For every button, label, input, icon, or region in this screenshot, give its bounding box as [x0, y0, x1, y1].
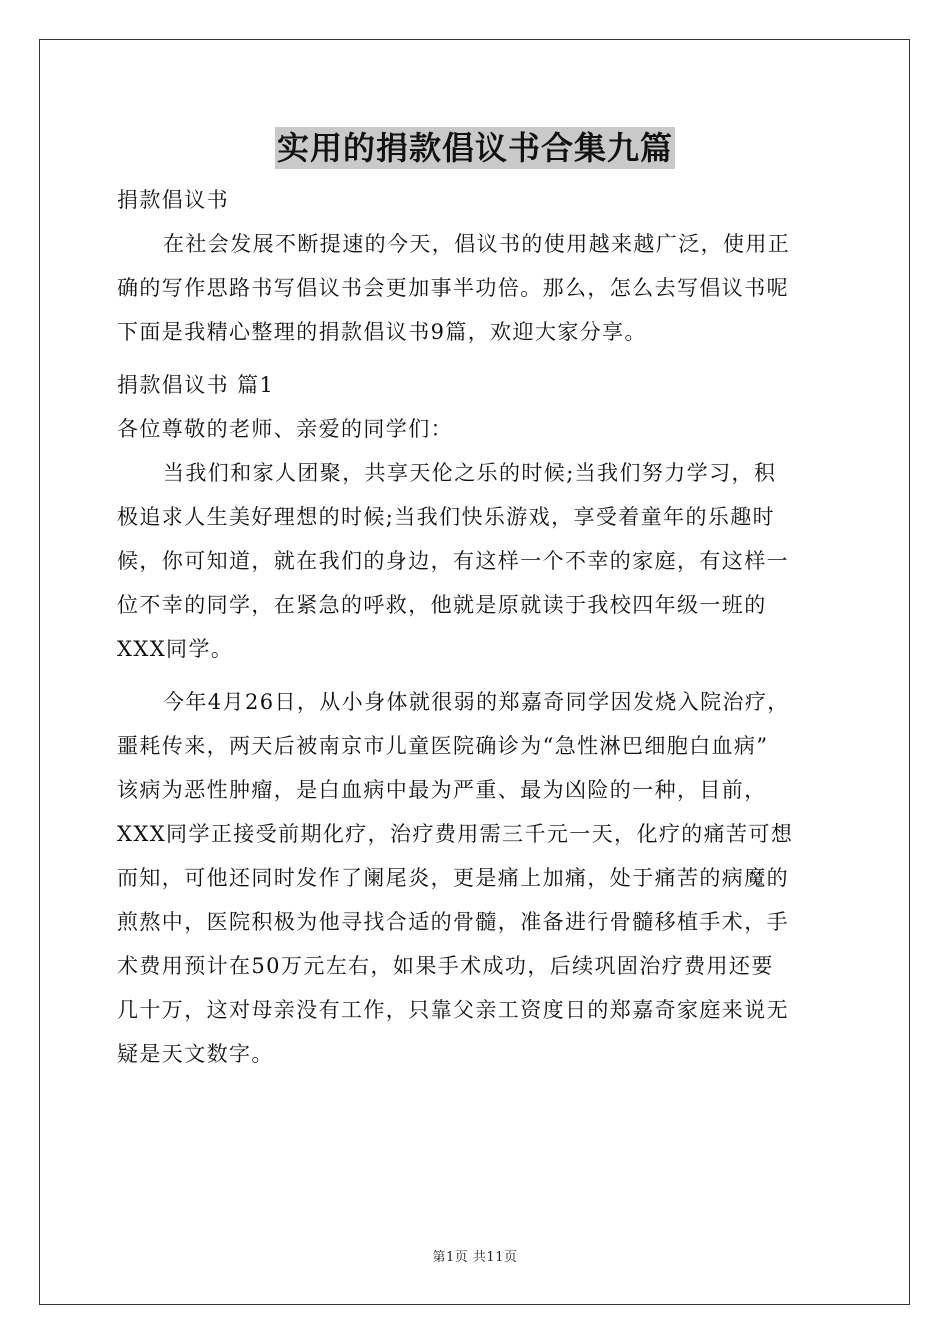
paragraph — [117, 451, 837, 671]
paragraph-gap — [117, 354, 837, 363]
text-line: 极追求人生美好理想的时候;当我们快乐游戏，享受着童年的乐趣时 — [117, 505, 776, 529]
text-line: 确的写作思路书写倡议书会更加事半功倍。那么，怎么去写倡议书呢 — [117, 276, 789, 300]
text-line: 各位尊敬的老师、亲爱的同学们： — [117, 417, 453, 441]
text-line: 在社会发展不断提速的今天，倡议书的使用越来越广泛，使用正 — [163, 232, 791, 256]
paragraph — [117, 407, 837, 451]
text-line: 疑是天文数字。 — [117, 1042, 274, 1066]
text-line: 煎熬中，医院积极为他寻找合适的骨髓，准备进行骨髓移植手术，手 — [117, 910, 789, 934]
text-line: 候，你可知道，就在我们的身边，有这样一个不幸的家庭，有这样一 — [117, 549, 789, 573]
paragraph — [117, 363, 837, 407]
page-footer: 第1页 共11页 — [432, 1250, 518, 1265]
paragraph-gap — [117, 1076, 837, 1085]
text-line: 而知，可他还同时发作了阑尾炎，更是痛上加痛，处于痛苦的病魔的 — [117, 866, 789, 890]
text-line: 该病为恶性肿瘤，是白血病中最为严重、最为凶险的一种，目前， — [117, 778, 767, 802]
paragraph — [117, 178, 837, 222]
text-line: 几十万，这对母亲没有工作，只靠父亲工资度日的郑嘉奇家庭来说无 — [117, 998, 789, 1022]
title-container — [0, 127, 950, 169]
text-line: 捐款倡议书 — [117, 188, 229, 212]
text-line: 噩耗传来，两天后被南京市儿童医院确诊为“急性淋巴细胞白血病” — [117, 734, 769, 758]
paragraph-gap — [117, 671, 837, 680]
text-line: 下面是我精心整理的捐款倡议书9篇，欢迎大家分享。 — [117, 320, 647, 344]
paragraph — [117, 680, 837, 1076]
text-line: 捐款倡议书 篇1 — [117, 373, 275, 397]
text-line: XXX同学正接受前期化疗，治疗费用需三千元一天，化疗的痛苦可想 — [117, 822, 794, 846]
document-body — [117, 178, 837, 1085]
text-line: 今年4月26日，从小身体就很弱的郑嘉奇同学因发烧入院治疗， — [163, 690, 790, 714]
text-line: 位不幸的同学，在紧急的呼救，他就是原就读于我校四年级一班的 — [117, 593, 767, 617]
text-line: XXX同学。 — [117, 637, 234, 661]
paragraph — [117, 222, 837, 354]
text-line: 术费用预计在50万元左右，如果手术成功，后续巩固治疗费用还要 — [117, 954, 774, 978]
document-title: 实用的捐款倡议书合集九篇 — [276, 129, 673, 167]
text-line: 当我们和家人团聚，共享天伦之乐的时候;当我们努力学习，积 — [163, 461, 777, 485]
